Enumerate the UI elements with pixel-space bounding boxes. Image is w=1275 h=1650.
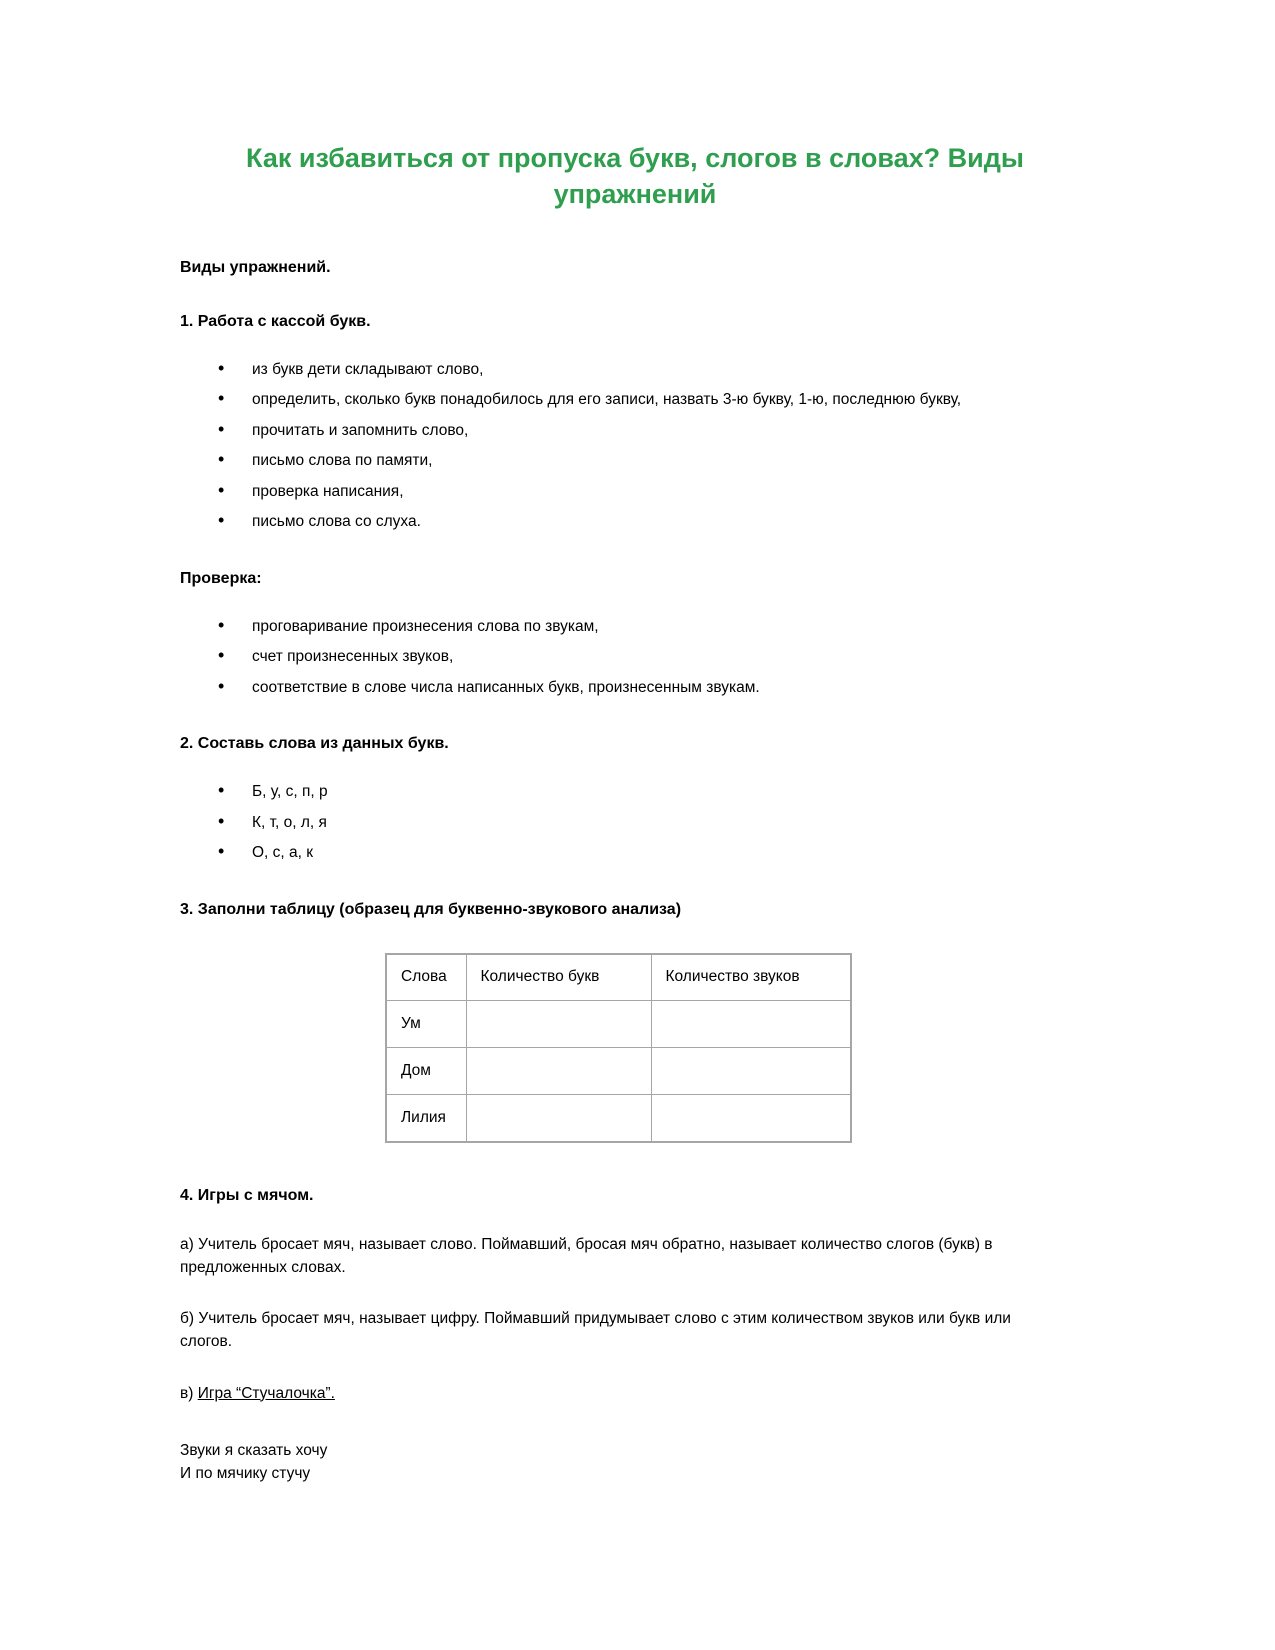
table-row [386,1001,851,1048]
list-item: • из букв дети складывают слово, [180,359,1090,381]
section2-heading: 2. Составь слова из данных букв. [180,735,449,753]
table-cell-letters [466,1001,651,1048]
list-item: • прочитать и запомнить слово, [180,420,1090,442]
section3-heading: 3. Заполни таблицу (образец для буквенно-звукового анализа) [180,900,682,918]
table-row [386,1095,851,1142]
poem-line: Звуки я сказать хочу [180,1441,328,1459]
proverka-heading: Проверка: [180,569,262,587]
table-cell-sounds [651,1048,851,1095]
paragraph-b: б) Учитель бросает мяч, называет цифру. Поймавший придумывает слово с этим количеством звуков или букв или слогов. [180,1310,1011,1351]
table-row [386,1048,851,1095]
paragraph-a: а) Учитель бросает мяч, называет слово. Поймавший, бросая мяч обратно, называет количество слогов (букв) в предложенных словах. [180,1235,993,1276]
poem-line: И по мячику стучу [180,1465,311,1482]
list-item: • проговаривание произнесения слова по звукам, [180,616,1090,638]
table-header-words: Слова [386,954,466,1001]
subtitle: Виды упражнений. [180,258,331,276]
list-item: • О, с, а, к [180,842,1090,864]
poem-block [180,1439,1090,1486]
table-header-sounds: Количество звуков [651,954,851,1001]
list-item: • письмо слова по памяти, [180,450,1090,472]
table-cell-letters [466,1095,651,1142]
list-item: • К, т, о, л, я [180,812,1090,834]
section1-bullet-list [180,359,1090,534]
table-cell-letters [466,1048,651,1095]
table-cell-sounds [651,1095,851,1142]
list-item: • письмо слова со слуха. [180,511,1090,533]
section2-bullet-list [180,781,1090,864]
list-item: • соответствие в слове числа написанных букв, произнесенным звукам. [180,677,1090,699]
list-item: • проверка написания, [180,481,1090,503]
list-item: • счет произнесенных звуков, [180,646,1090,668]
game-stuchalochka-label: Игра “Стучалочка”. [197,1384,335,1402]
table-cell-sounds [651,1001,851,1048]
paragraph-v-prefix: в) [180,1384,198,1402]
table-header-letters: Количество букв [466,954,651,1001]
paragraph-v [180,1382,1040,1405]
section4-heading: 4. Игры с мячом. [180,1186,314,1204]
list-item: • определить, сколько букв понадобилось для его записи, назвать 3-ю букву, 1-ю, последнюю букву, [180,389,1090,411]
table-cell-word: Ум [386,1001,466,1048]
table-cell-word: Лилия [386,1095,466,1142]
section1-heading: 1. Работа с кассой букв. [180,312,371,330]
proverka-bullet-list [180,616,1090,699]
table-cell-word: Дом [386,1048,466,1095]
letter-sound-analysis-table [385,953,852,1143]
table-header-row [386,954,851,1001]
list-item: • Б, у, с, п, р [180,781,1090,803]
page-title: Как избавиться от пропуска букв, слогов в словах? Виды упражнений [246,143,1024,210]
